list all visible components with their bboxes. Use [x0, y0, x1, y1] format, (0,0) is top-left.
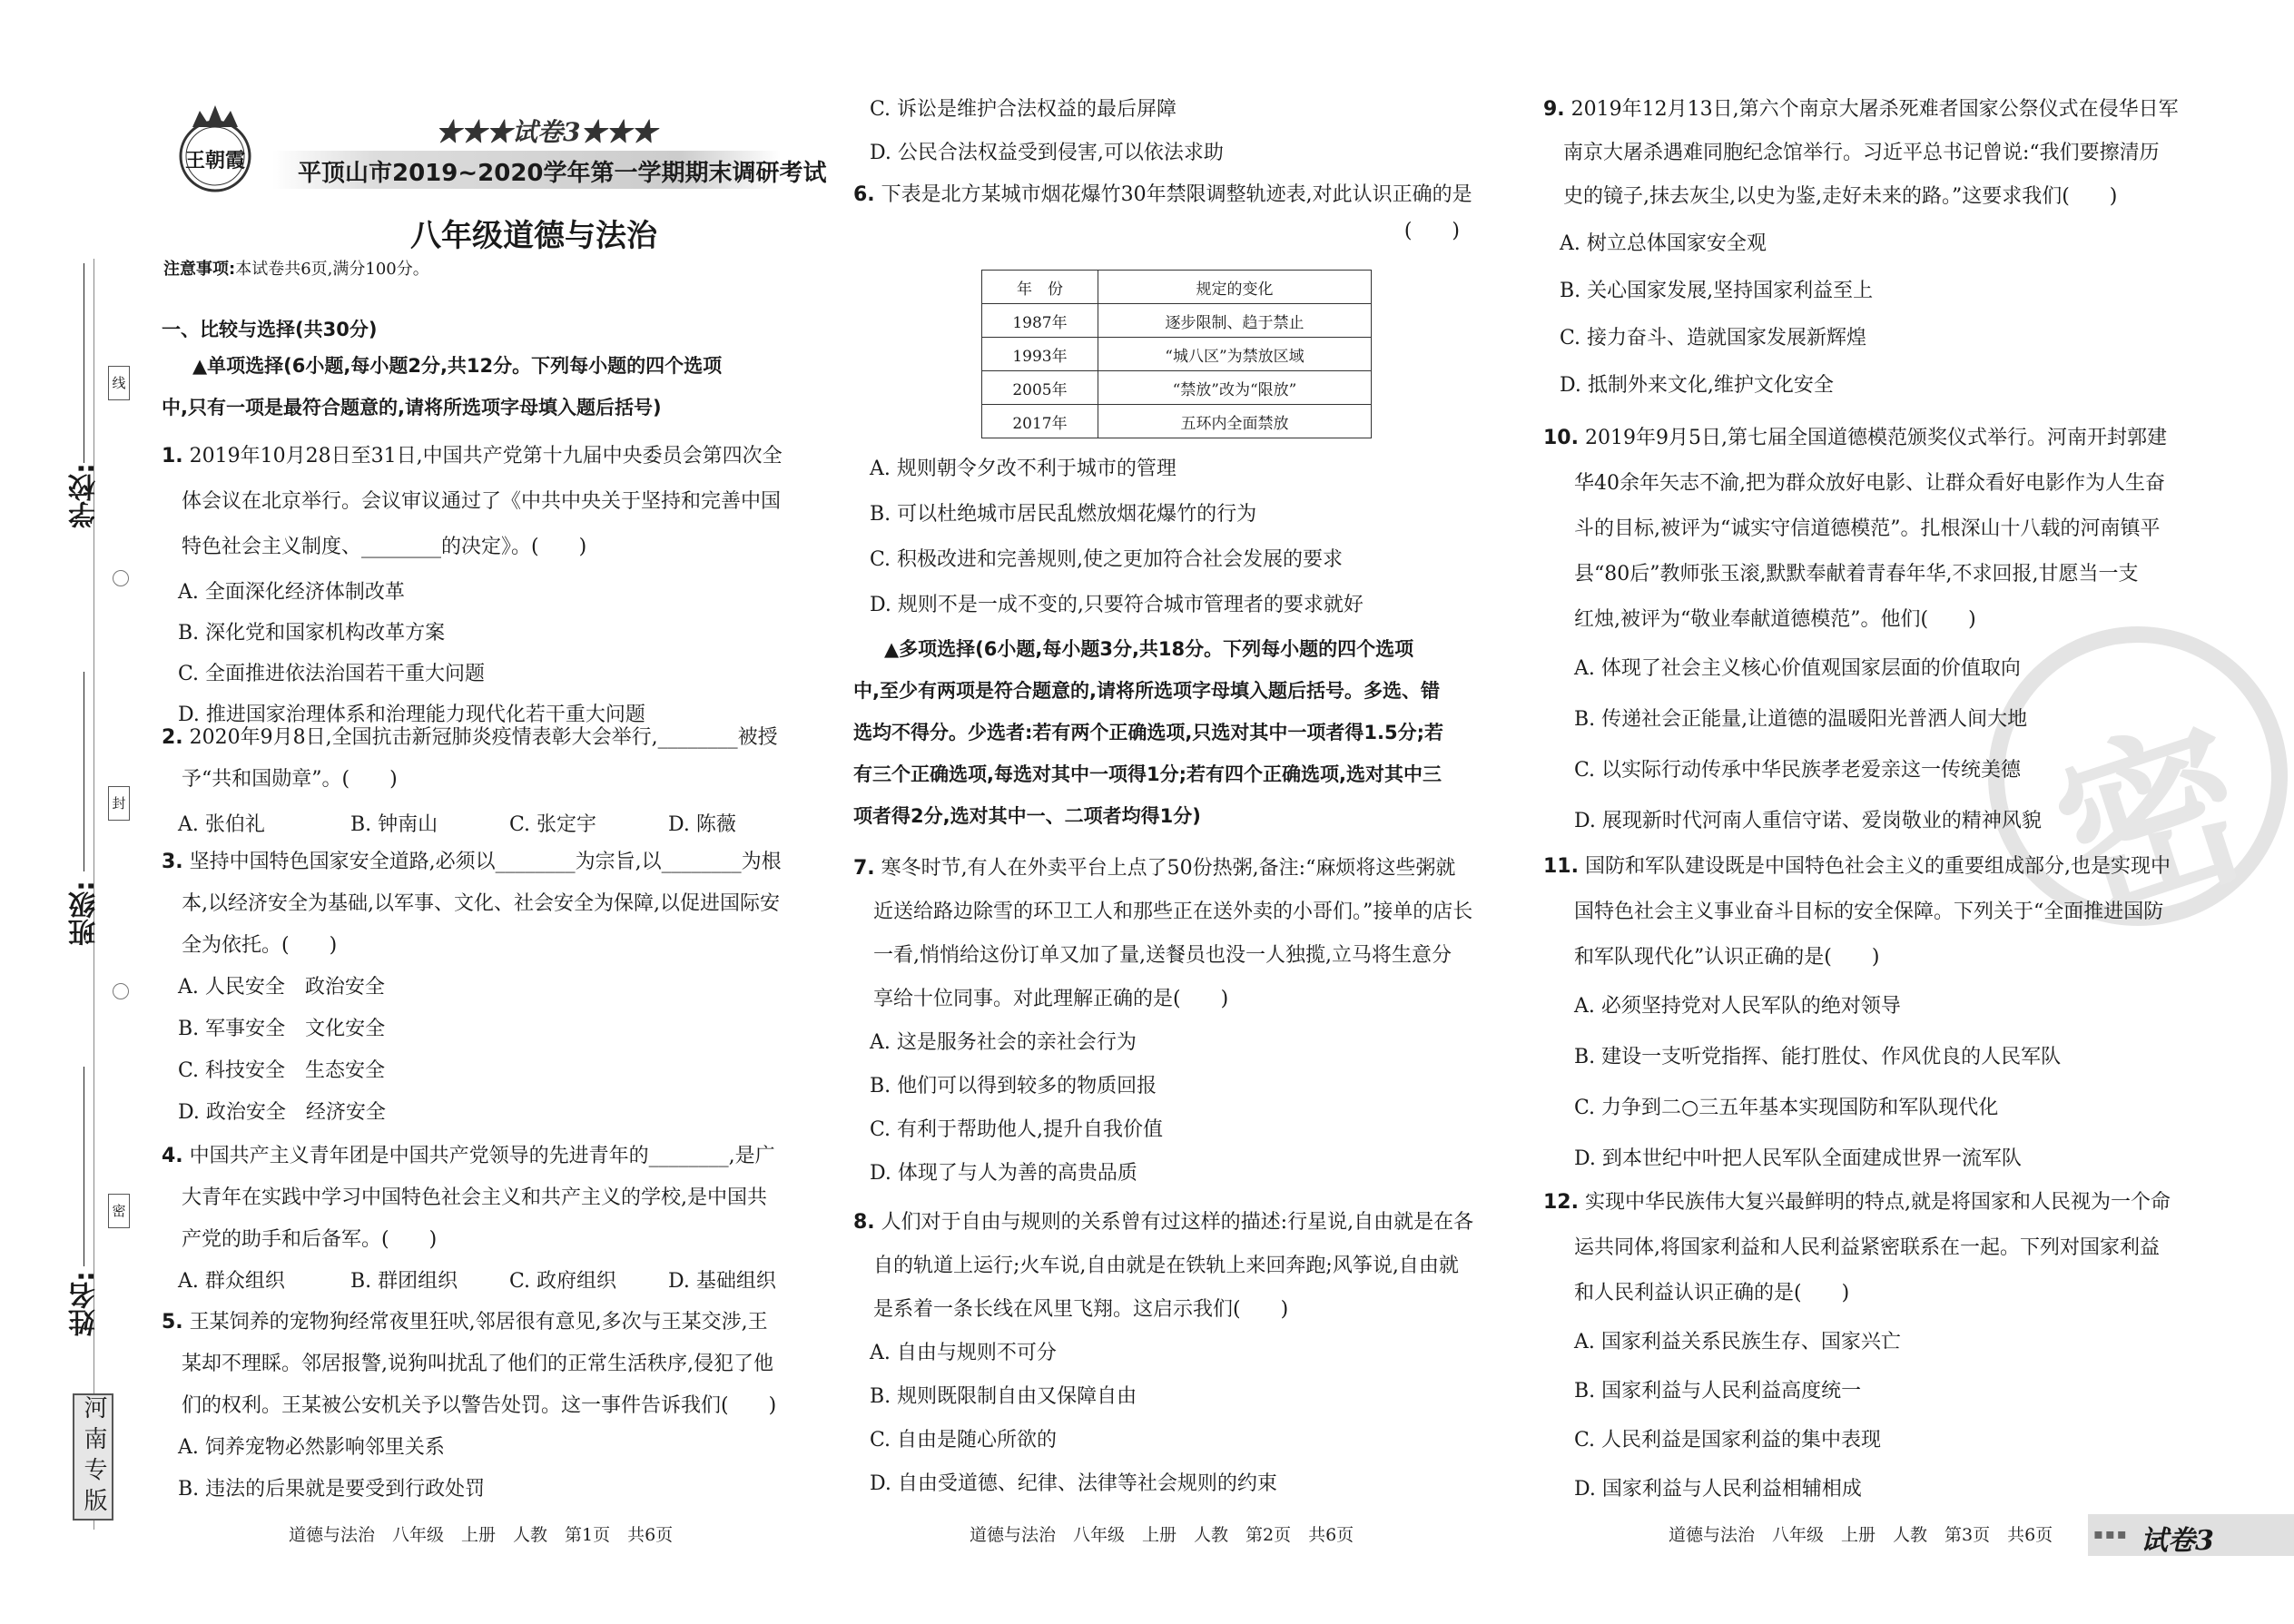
- q8-option-c[interactable]: C. 自由是随心所欲的: [870, 1429, 1058, 1452]
- question-3-line-2: 本,以经济安全为基础,以军事、文化、社会安全为保障,以促进国际安: [182, 892, 780, 915]
- question-3-line-1: [162, 840, 815, 885]
- question-7-number: 7.: [853, 857, 875, 880]
- q4-option-d[interactable]: D. 基础组织: [668, 1270, 776, 1293]
- question-7: [853, 846, 1507, 1196]
- q5-option-b[interactable]: B. 违法的后果就是要受到行政处罚: [178, 1478, 486, 1501]
- table-cell-change: “禁放”改为“限放”: [1098, 371, 1372, 405]
- q6-option-d[interactable]: D. 规则不是一成不变的,只要符合城市管理者的要求就好: [870, 594, 1364, 616]
- q11-option-c[interactable]: C. 力争到二○三五年基本实现国防和军队现代化: [1574, 1097, 1999, 1119]
- q3-option-c[interactable]: C. 科技安全 生态安全: [178, 1059, 386, 1082]
- q11-option-d[interactable]: D. 到本世纪中叶把人民军队全面建成世界一流军队: [1574, 1147, 2022, 1170]
- question-10-number: 10.: [1543, 427, 1579, 449]
- q3-option-a[interactable]: A. 人民安全 政治安全: [178, 976, 385, 999]
- single-instr-line-1: ▲单项选择(6小题,每小题2分,共12分。下列每小题的四个选项: [192, 355, 723, 377]
- question-2-text-1: 2020年9月8日,全国抗击新冠肺炎疫情表彰大会举行,________被授: [189, 726, 778, 749]
- question-1-text-1: 2019年10月28日至31日,中国共产党第十九届中央委员会第四次全: [189, 445, 783, 468]
- q12-option-c[interactable]: C. 人民利益是国家利益的集中表现: [1574, 1429, 1882, 1452]
- q2-option-b[interactable]: B. 钟南山: [350, 813, 438, 836]
- question-12-line-2: 运共同体,将国家利益和人民利益紧密联系在一起。下列对国家利益: [1574, 1236, 2160, 1259]
- table-header-change: 规定的变化: [1098, 271, 1372, 304]
- question-5: [162, 1300, 815, 1512]
- question-7-line-3: 一看,悄悄给这份订单又加了量,送餐员也没一人独揽,立马将生意分: [873, 944, 1452, 967]
- question-4-line-1: [162, 1134, 815, 1179]
- q9-option-d[interactable]: D. 抵制外来文化,维护文化安全: [1560, 374, 1834, 397]
- question-5-text-1: 王某饲养的宠物狗经常夜里狂吠,邻居很有意见,多次与王某交涉,王: [189, 1311, 768, 1334]
- question-9-number: 9.: [1543, 98, 1565, 121]
- cut-circle-1: [113, 570, 129, 586]
- column-1: [162, 0, 815, 1624]
- question-1-line-1: [162, 434, 815, 479]
- q5-option-a[interactable]: A. 饲养宠物必然影响邻里关系: [178, 1436, 445, 1459]
- question-8-number: 8.: [853, 1211, 875, 1234]
- q4-option-a[interactable]: A. 群众组织: [178, 1270, 285, 1293]
- q11-option-a[interactable]: A. 必须坚持党对人民军队的绝对领导: [1574, 995, 1901, 1018]
- exam-title: 平顶山市2019~2020学年第一学期期末调研考试: [298, 160, 827, 187]
- multi-instr-line-2: 中,至少有两项是符合题意的,请将所选项字母填入题后括号。多选、错: [853, 680, 1440, 702]
- q12-option-d[interactable]: D. 国家利益与人民利益相辅相成: [1574, 1478, 1862, 1501]
- brand-name: 王朝霞: [184, 149, 245, 172]
- q10-option-b[interactable]: B. 传递社会正能量,让道德的温暖阳光普洒人间大地: [1574, 708, 2028, 731]
- question-2-line-1: [162, 715, 815, 761]
- single-instr-line-2: 中,只有一项是最符合题意的,请将所选项字母填入题后括号): [162, 397, 662, 418]
- q1-option-a[interactable]: A. 全面深化经济体制改革: [178, 581, 405, 604]
- q3-option-b[interactable]: B. 军事安全 文化安全: [178, 1018, 386, 1040]
- q2-option-a[interactable]: A. 张伯礼: [178, 813, 265, 836]
- question-5-line-3: 们的权利。王某被公安机关予以警告处罚。这一事件告诉我们( ): [182, 1394, 777, 1417]
- question-4: [162, 1134, 815, 1304]
- q10-option-c[interactable]: C. 以实际行动传承中华民族孝老爱亲这一传统美德: [1574, 759, 2022, 782]
- q12-option-b[interactable]: B. 国家利益与人民利益高度统一: [1574, 1380, 1862, 1403]
- multi-instr-line-1: ▲多项选择(6小题,每小题3分,共18分。下列每小题的四个选项: [884, 638, 1414, 660]
- q1-option-d[interactable]: D. 推进国家治理体系和治理能力现代化若干重大问题: [178, 704, 645, 726]
- q10-option-a[interactable]: A. 体现了社会主义核心价值观国家层面的价值取向: [1574, 657, 2021, 680]
- table-cell-year: 1993年: [982, 338, 1098, 371]
- question-1-line-2: 体会议在北京举行。会议审议通过了《中共中央关于坚持和完善中国: [182, 490, 782, 513]
- q8-option-b[interactable]: B. 规则既限制自由又保障自由: [870, 1385, 1137, 1408]
- question-4-number: 4.: [162, 1145, 183, 1167]
- q7-option-a[interactable]: A. 这是服务社会的亲社会行为: [870, 1031, 1137, 1054]
- q9-option-a[interactable]: A. 树立总体国家安全观: [1560, 232, 1767, 255]
- table-cell-change: 五环内全面禁放: [1098, 405, 1372, 438]
- question-6-bracket: ( ): [1403, 220, 1460, 242]
- q9-option-c[interactable]: C. 接力奋斗、造就国家发展新辉煌: [1560, 327, 1867, 349]
- q7-option-b[interactable]: B. 他们可以得到较多的物质回报: [870, 1075, 1157, 1097]
- question-11-number: 11.: [1543, 855, 1579, 878]
- question-9-line-3: 史的镜子,抹去灰尘,以史为鉴,走好未来的路。”这要求我们( ): [1563, 185, 2118, 208]
- table-cell-year: 1987年: [982, 304, 1098, 338]
- question-12-text-1: 实现中华民族伟大复兴最鲜明的特点,就是将国家和人民视为一个命: [1584, 1191, 2171, 1214]
- province-badge: 河南专版: [73, 1393, 113, 1521]
- question-7-line-1: [853, 846, 1507, 891]
- cut-mark-mid: 封: [108, 786, 130, 821]
- question-10-line-2: 华40余年矢志不渝,把为群众放好电影、让群众看好电影作为人生奋: [1574, 472, 2165, 495]
- q5-option-d[interactable]: D. 公民合法权益受到侵害,可以依法求助: [870, 142, 1224, 164]
- question-10-line-5: 红烛,被评为“敬业奉献道德模范”。他们( ): [1574, 608, 1976, 631]
- column-3: [1543, 0, 2197, 1624]
- q6-options: [853, 447, 1364, 628]
- question-7-line-4: 享给十位同事。对此理解正确的是( ): [873, 988, 1229, 1010]
- question-7-text-1: 寒冬时节,有人在外卖平台上点了50份热粥,备注:“麻烦将这些粥就: [881, 857, 1456, 880]
- question-7-line-2: 近送给路边除雪的环卫工人和那些正在送外卖的小哥们。”接单的店长: [873, 901, 1473, 923]
- question-3-number: 3.: [162, 851, 183, 873]
- q6-option-b[interactable]: B. 可以杜绝城市居民乱燃放烟花爆竹的行为: [870, 503, 1257, 526]
- q9-option-b[interactable]: B. 关心国家发展,坚持国家利益至上: [1560, 280, 1874, 302]
- series-label: ★★★试卷3★★★: [436, 117, 657, 147]
- stamp-char: 密: [2033, 694, 2272, 951]
- corner-dots: ▪▪▪: [2093, 1525, 2129, 1542]
- question-10-line-3: 斗的目标,被评为“诚实守信道德模范”。扎根深山十八载的河南镇平: [1574, 517, 2161, 540]
- question-1-number: 1.: [162, 445, 183, 468]
- q4-option-c[interactable]: C. 政府组织: [509, 1270, 617, 1293]
- q4-options: [162, 1259, 815, 1304]
- section-heading: 一、比较与选择(共30分): [162, 319, 378, 340]
- question-9-text-1: 2019年12月13日,第六个南京大屠杀死难者国家公祭仪式在侵华日军: [1570, 98, 2179, 121]
- question-6-text-1: 下表是北方某城市烟花爆竹30年禁限调整轨迹表,对此认识正确的是: [881, 183, 1472, 206]
- question-2: [162, 715, 815, 848]
- question-11-line-3: 和军队现代化”认识正确的是( ): [1574, 946, 1880, 969]
- multi-instr-line-4: 有三个正确选项,每选对其中一项得1分;若有四个正确选项,选对其中三: [853, 763, 1442, 785]
- cut-circle-2: [113, 983, 129, 999]
- question-4-line-2: 大青年在实践中学习中国特色社会主义和共产主义的学校,是中国共: [182, 1186, 767, 1209]
- question-3-line-3: 全为依托。( ): [182, 934, 338, 957]
- question-4-line-3: 产党的助手和后备军。( ): [182, 1228, 438, 1251]
- question-8: [853, 1200, 1507, 1507]
- cut-mark-bottom: 密: [108, 1194, 130, 1228]
- table-cell-year: 2005年: [982, 371, 1098, 405]
- question-4-text-1: 中国共产主义青年团是中国共产党领导的先进青年的________,是广: [189, 1145, 775, 1167]
- question-3-text-1: 坚持中国特色国家安全道路,必须以________为宗旨,以________为根: [189, 851, 782, 873]
- q7-option-c[interactable]: C. 有利于帮助他人,提升自我价值: [870, 1118, 1164, 1141]
- question-10-line-1: [1543, 416, 2197, 461]
- subject-title: 八年级道德与法治: [410, 218, 657, 254]
- question-12-line-3: 和人民利益认识正确的是( ): [1574, 1282, 1850, 1304]
- question-8-line-1: [853, 1200, 1507, 1245]
- q1-option-c[interactable]: C. 全面推进依法治国若干重大问题: [178, 663, 486, 685]
- q4-option-b[interactable]: B. 群团组织: [350, 1270, 458, 1293]
- question-5-line-1: [162, 1300, 815, 1345]
- q2-option-c[interactable]: C. 张定宇: [509, 813, 597, 836]
- question-6-number: 6.: [853, 183, 875, 206]
- question-12: [1543, 1180, 2197, 1512]
- question-12-line-1: [1543, 1180, 2197, 1225]
- q11-option-b[interactable]: B. 建设一支听党指挥、能打胜仗、作风优良的人民军队: [1574, 1046, 2062, 1068]
- question-2-number: 2.: [162, 726, 183, 749]
- question-2-line-2: 予“共和国勋章”。( ): [182, 768, 398, 791]
- question-10-text-1: 2019年9月5日,第七届全国道德模范颁奖仪式举行。河南开封郭建: [1584, 427, 2167, 449]
- question-9-line-2: 南京大屠杀遇难同胞纪念馆举行。习近平总书记曾说:“我们要擦清历: [1563, 142, 2160, 164]
- q6-option-a[interactable]: A. 规则朝令夕改不利于城市的管理: [870, 458, 1177, 480]
- question-11: [1543, 844, 2197, 1182]
- question-10: [1543, 416, 2197, 844]
- q12-option-a[interactable]: A. 国家利益关系民族生存、国家兴亡: [1574, 1331, 1901, 1353]
- question-1-line-3: 特色社会主义制度、________的决定》。( ): [182, 536, 587, 558]
- question-9: [1543, 87, 2197, 408]
- question-1: [162, 434, 815, 738]
- page-footer-2: 道德与法治 八年级 上册 人教 第2页 共6页: [970, 1525, 1354, 1545]
- question-5-line-2: 某却不理睬。邻居报警,说狗叫扰乱了他们的正常生活秩序,侵犯了他: [182, 1353, 773, 1375]
- question-10-line-4: 县“80后”教师张玉滚,默默奉献着青春年华,不求回报,甘愿当一支: [1574, 563, 2139, 586]
- table-cell-change: “城八区”为禁放区域: [1098, 338, 1372, 371]
- single-choice-instructions: [162, 343, 722, 430]
- corner-label: 试卷3: [2141, 1525, 2214, 1557]
- question-8-text-1: 人们对于自由与规则的关系曾有过这样的描述:行星说,自由就是在各: [881, 1211, 1474, 1234]
- q1-option-b[interactable]: B. 深化党和国家机构改革方案: [178, 622, 446, 645]
- school-label: 学校:: [69, 463, 101, 528]
- page-footer-1: 道德与法治 八年级 上册 人教 第1页 共6页: [289, 1525, 674, 1545]
- question-8-line-2: 自的轨道上运行;火车说,自由就是在铁轨上来回奔跑;风筝说,自由就: [873, 1255, 1459, 1277]
- table-cell-year: 2017年: [982, 405, 1098, 438]
- q3-option-d[interactable]: D. 政治安全 经济安全: [178, 1101, 386, 1124]
- multi-instr-line-5: 项者得2分,选对其中一、二项者均得1分): [853, 805, 1201, 827]
- table-header-year: 年 份: [982, 271, 1098, 304]
- question-3: [162, 840, 815, 1136]
- question-11-line-2: 国特色社会主义事业奋斗目标的安全保障。下列关于“全面推进国防: [1574, 901, 2164, 923]
- table-cell-change: 逐步限制、趋于禁止: [1098, 304, 1372, 338]
- q5-option-c[interactable]: C. 诉讼是维护合法权益的最后屏障: [870, 98, 1177, 121]
- q2-option-d[interactable]: D. 陈薇: [668, 813, 736, 836]
- multi-instr-line-3: 选均不得分。少选者:若有两个正确选项,只选对其中一项者得1.5分;若: [853, 722, 1443, 743]
- question-5-number: 5.: [162, 1311, 183, 1334]
- question-8-line-3: 是系着一条长线在风里飞翔。这启示我们( ): [873, 1298, 1289, 1321]
- notice-label: 注意事项:: [163, 260, 236, 279]
- cut-mark-top: 线: [108, 366, 130, 400]
- class-label: 班级:: [69, 881, 101, 946]
- question-12-number: 12.: [1543, 1191, 1579, 1214]
- column-2-lower: [853, 0, 1507, 1624]
- binding-margin: [0, 0, 154, 1624]
- q7-option-d[interactable]: D. 体现了与人为善的高贵品质: [870, 1162, 1137, 1185]
- q10-option-d[interactable]: D. 展现新时代河南人重信守诺、爱岗敬业的精神风貌: [1574, 810, 2042, 832]
- q8-option-a[interactable]: A. 自由与规则不可分: [870, 1342, 1057, 1364]
- q6-option-c[interactable]: C. 积极改进和完善规则,使之更加符合社会发展的要求: [870, 548, 1344, 571]
- question-9-line-1: [1543, 87, 2197, 133]
- name-label: 姓名:: [69, 1271, 101, 1336]
- multi-choice-instructions: [853, 628, 1443, 837]
- q8-option-d[interactable]: D. 自由受道德、纪律、法律等社会规则的约束: [870, 1472, 1277, 1495]
- question-11-line-1: [1543, 844, 2197, 890]
- page-footer-3: 道德与法治 八年级 上册 人教 第3页 共6页: [1669, 1525, 2053, 1545]
- question-11-text-1: 国防和军队建设既是中国特色社会主义的重要组成部分,也是实现中: [1584, 855, 2171, 878]
- notice-text: 本试卷共6页,满分100分。: [235, 260, 429, 279]
